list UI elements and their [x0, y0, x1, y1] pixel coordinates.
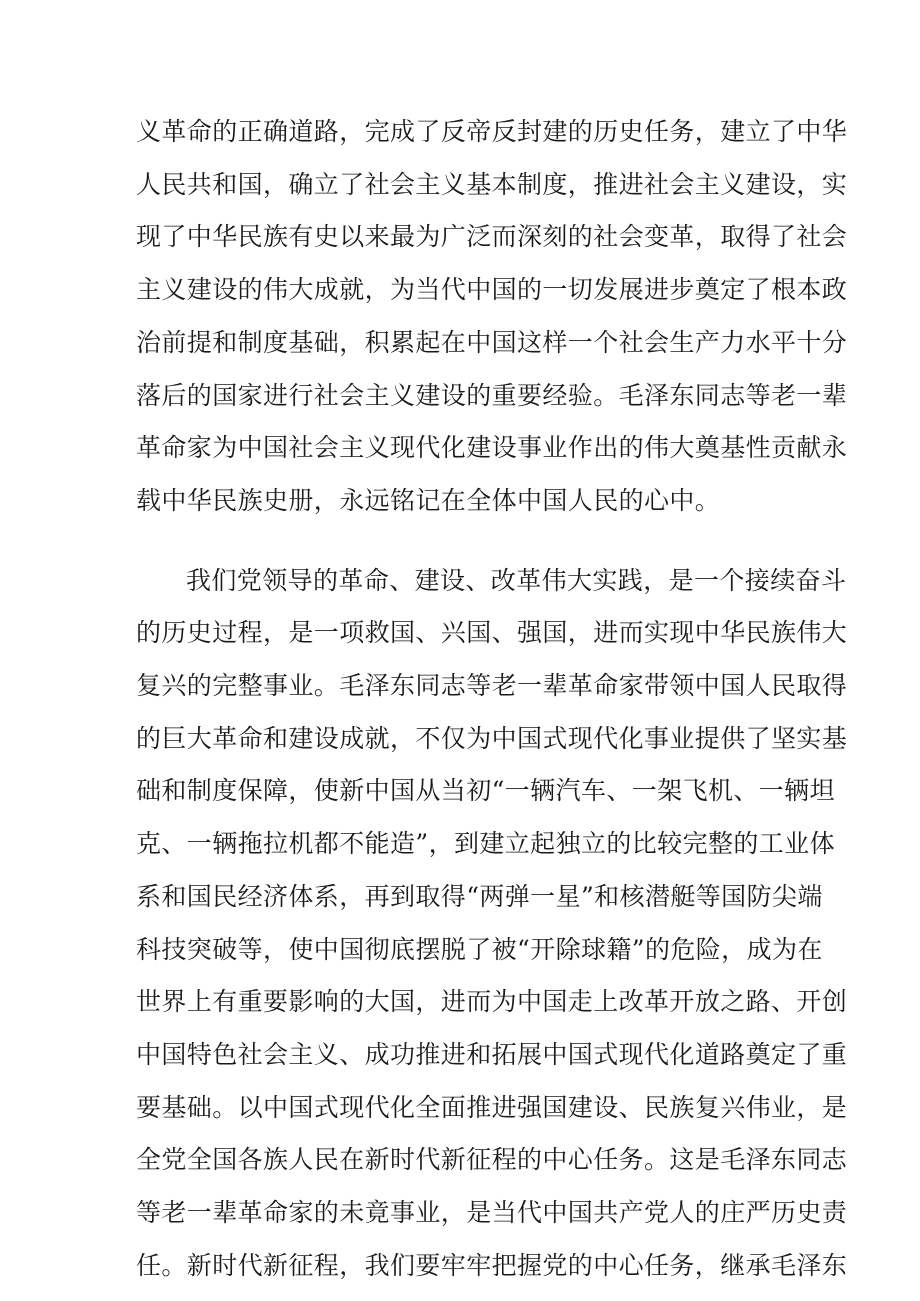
- paragraph-2-line-7: 系和国民经济体系，再到取得“两弹一星”和核潜艇等国防尖端: [136, 881, 823, 911]
- paragraph-1-line-8: 载中华民族史册，永远铭记在全体中国人民的心中。: [136, 485, 721, 515]
- paragraph-2-line-4: 的巨大革命和建设成就，不仅为中国式现代化事业提供了坚实基: [136, 723, 848, 753]
- paragraph-2-line-1: 我们党领导的革命、建设、改革伟大实践，是一个接续奋斗: [186, 565, 847, 595]
- paragraph-1-line-6: 落后的国家进行社会主义建设的重要经验。毛泽东同志等老一辈: [136, 380, 848, 410]
- paragraph-2-line-12: 全党全国各族人民在新时代新征程的中心任务。这是毛泽东同志: [136, 1145, 848, 1175]
- paragraph-2-line-10: 中国特色社会主义、成功推进和拓展中国式现代化道路奠定了重: [136, 1039, 848, 1069]
- paragraph-2-line-3: 复兴的完整事业。毛泽东同志等老一辈革命家带领中国人民取得: [136, 671, 848, 701]
- paragraph-2-line-8: 科技突破等，使中国彻底摆脱了被“开除球籍”的危险，成为在: [136, 934, 823, 964]
- paragraph-1-line-1: 义革命的正确道路，完成了反帝反封建的历史任务，建立了中华: [136, 117, 848, 146]
- paragraph-2-line-9: 世界上有重要影响的大国，进而为中国走上改革开放之路、开创: [136, 987, 848, 1017]
- paragraph-1-line-3: 现了中华民族有史以来最为广泛而深刻的社会变革，取得了社会: [136, 222, 848, 252]
- paragraph-2-line-13: 等老一辈革命家的未竟事业，是当代中国共产党人的庄严历史责: [136, 1198, 848, 1228]
- paragraph-2-line-11: 要基础。以中国式现代化全面推进强国建设、民族复兴伟业，是: [136, 1092, 848, 1122]
- paragraph-2-line-14: 任。新时代新征程，我们要牢牢把握党的中心任务，继承毛泽东: [136, 1250, 848, 1280]
- paragraph-1-line-5: 治前提和制度基础，积累起在中国这样一个社会生产力水平十分: [136, 327, 848, 357]
- paragraph-gap: [136, 528, 790, 555]
- paragraph-1-line-7: 革命家为中国社会主义现代化建设事业作出的伟大奠基性贡献永: [136, 433, 848, 463]
- paragraph-1: [136, 106, 848, 528]
- paragraph-2-line-6: 克、一辆拖拉机都不能造”，到建立起独立的比较完整的工业体: [136, 829, 835, 859]
- paragraph-1-line-2: 人民共和国，确立了社会主义基本制度，推进社会主义建设，实: [136, 169, 848, 199]
- paragraph-2: [136, 555, 848, 1293]
- paragraph-2-line-2: 的历史过程，是一项救国、兴国、强国，进而实现中华民族伟大: [136, 618, 848, 648]
- document-body: [136, 106, 848, 1292]
- paragraph-1-line-4: 主义建设的伟大成就，为当代中国的一切发展进步奠定了根本政: [136, 275, 848, 305]
- paragraph-2-line-5: 础和制度保障，使新中国从当初“一辆汽车、一架飞机、一辆坦: [136, 776, 835, 806]
